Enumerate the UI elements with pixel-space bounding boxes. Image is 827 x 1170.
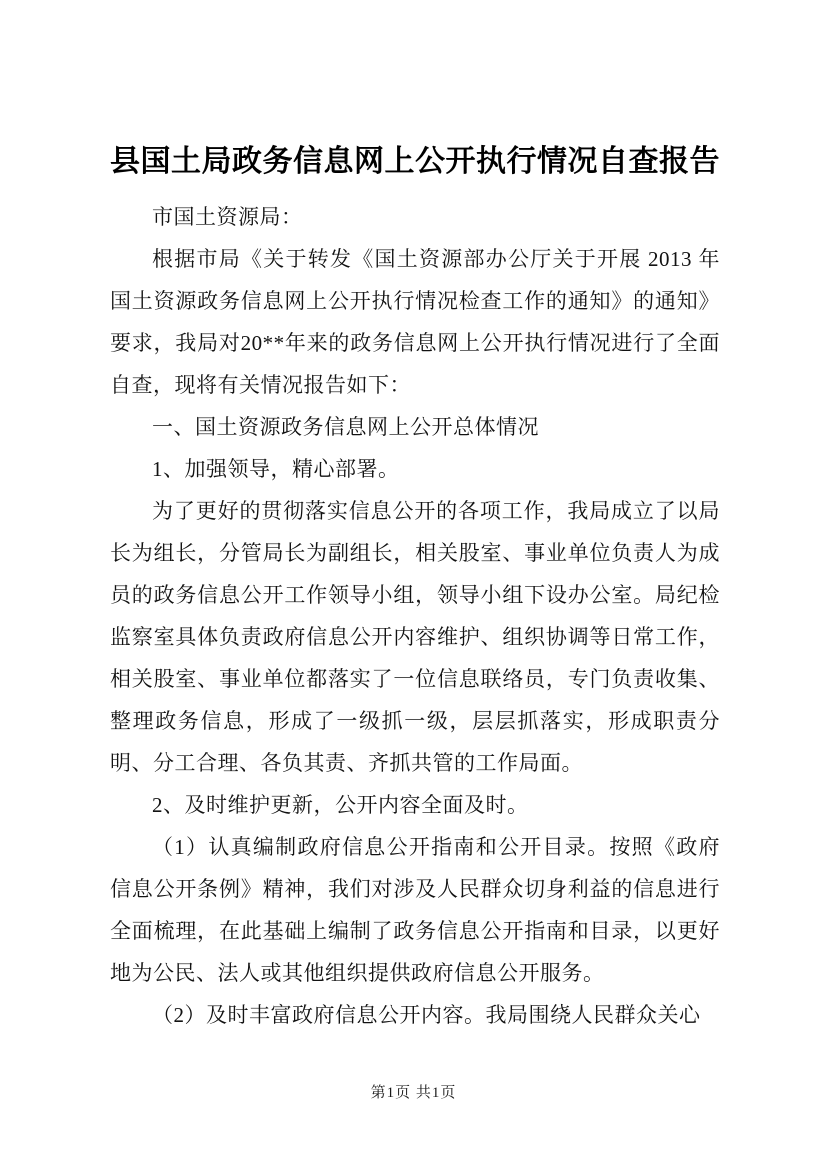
paragraph: 市国土资源局： <box>152 205 303 229</box>
paragraph: 为了更好的贯彻落实信息公开的各项工作，我局成立了以局长为组长，分管局长为副组长，相关股室、事业单位负责人为成员的政务信息公开工作领导小组，领导小组下设办公室。局纪检监察室具体负责政府信息公开内容维护、组织协调等日常工作，相关股室、事业单位都落实了一位信息联络员，专门负责收集、整理政务信息，形成了一级抓一级，层层抓落实，形成职责分明、分工合理、各负其责、齐抓共管的工作局面。 <box>110 499 720 775</box>
paragraph: 一、国土资源政务信息网上公开总体情况 <box>152 415 539 439</box>
page-footer <box>0 1081 827 1102</box>
page-number-text: 第1页 共1页 <box>370 1085 457 1101</box>
paragraph: 2、及时维护更新，公开内容全面及时。 <box>152 793 529 817</box>
paragraph: 根据市局《关于转发《国土资源部办公厅关于开展 2013 年国土资源政务信息网上公开执行情况检查工作的通知》的通知》要求，我局对20**年来的政务信息网上公开执行情况进行了全面自查，现将有关情况报告如下： <box>110 247 720 397</box>
paragraph: （2）及时丰富政府信息公开内容。我局围绕人民群众关心 <box>152 1003 701 1027</box>
paragraph: 1、加强领导，精心部署。 <box>152 457 400 481</box>
document-title: 县国土局政务信息网上公开执行情况自查报告 <box>110 145 720 178</box>
paragraph: （1）认真编制政府信息公开指南和公开目录。按照《政府信息公开条例》精神，我们对涉及人民群众切身利益的信息进行全面梳理，在此基础上编制了政务信息公开指南和目录，以更好地为公民、法人或其他组织提供政府信息公开服务。 <box>110 835 720 985</box>
document-body <box>110 196 720 1036</box>
